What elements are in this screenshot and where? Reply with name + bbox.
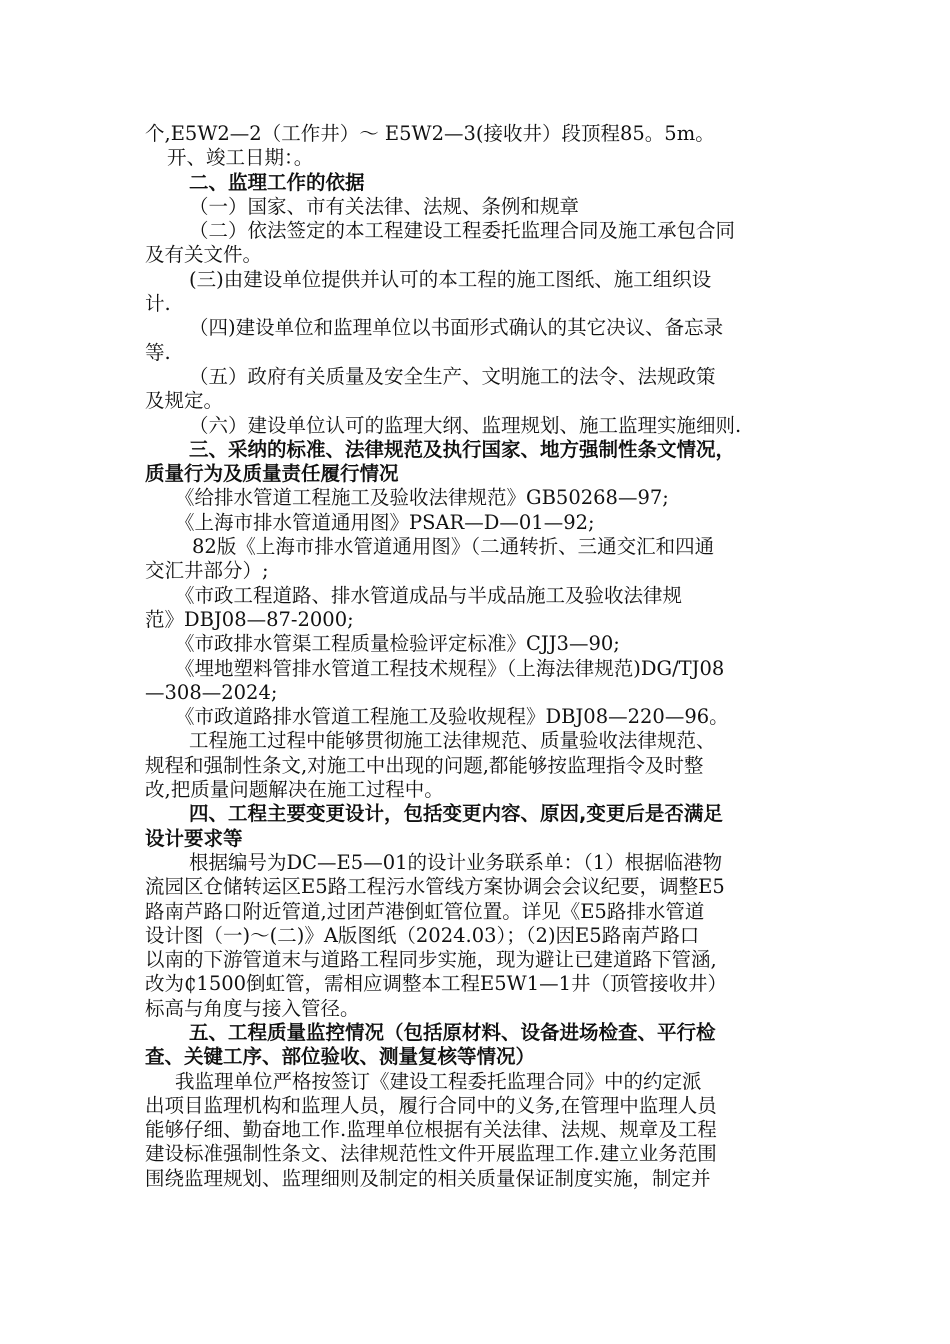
text-line: 改为₵1500倒虹管，需相应调整本工程E5W1—1井（顶管接收井） bbox=[145, 972, 728, 996]
section-heading: 二、监理工作的依据 bbox=[189, 170, 365, 194]
text-line: 《市政工程道路、排水管道成品与半成品施工及验收法律规 bbox=[175, 583, 683, 607]
text-line: 《埋地塑料管排水管道工程技术规程》（上海法律规范)DG/TJ08 bbox=[175, 656, 725, 680]
text-line: 设计图（一)～(二)》A版图纸（2024.03）；（2)因E5路南芦路口 bbox=[145, 923, 700, 947]
text-line: 改,把质量问题解决在施工过程中。 bbox=[145, 778, 444, 802]
section-heading: 设计要求等 bbox=[145, 826, 243, 850]
text-line: 《给排水管道工程施工及验收法律规范》GB50268—97; bbox=[175, 486, 669, 510]
text-line: 开、竣工日期：。 bbox=[167, 146, 314, 170]
document-page bbox=[145, 122, 817, 1191]
text-line: 82版《上海市排水管道通用图》（二通转折、三通交汇和四通 bbox=[192, 535, 715, 559]
text-line: 路南芦路口附近管道,过团芦港倒虹管位置。详见《E5路排水管道 bbox=[145, 899, 705, 923]
text-line: 围绕监理规划、监理细则及制定的相关质量保证制度实施，制定并 bbox=[145, 1166, 711, 1190]
section-heading: 三、采纳的标准、法律规范及执行国家、地方强制性条文情况， bbox=[189, 437, 736, 461]
text-line: 《市政道路排水管道工程施工及验收规程》DBJ08—220—96。 bbox=[175, 705, 729, 729]
text-line: 流园区仓储转运区E5路工程污水管线方案协调会会议纪要，调整E5 bbox=[145, 875, 725, 899]
text-line: 标高与角度与接入管径。 bbox=[145, 996, 360, 1020]
text-line: 范》DBJ08—87-2000; bbox=[145, 607, 354, 631]
text-line: 《市政排水管渠工程质量检验评定标准》CJJ3—90; bbox=[175, 632, 620, 656]
text-line: 建设标准强制性条文、法律规范性文件开展监理工作.建立业务范围 bbox=[145, 1142, 717, 1166]
section-heading: 五、工程质量监控情况（包括原材料、设备进场检查、平行检 bbox=[189, 1020, 716, 1044]
text-line: 出项目监理机构和监理人员，履行合同中的义务,在管理中监理人员 bbox=[145, 1093, 717, 1117]
text-line: 等. bbox=[145, 340, 171, 364]
text-line: 《上海市排水管道通用图》PSAR—D—01—92; bbox=[175, 510, 595, 534]
section-heading: 四、工程主要变更设计，包括变更内容、原因,变更后是否满足 bbox=[189, 802, 723, 826]
text-line: 我监理单位严格按签订《建设工程委托监理合同》中的约定派 bbox=[175, 1069, 702, 1093]
text-line: （五）政府有关质量及安全生产、文明施工的法令、法规政策 bbox=[189, 364, 716, 388]
text-line: —308—2024; bbox=[145, 680, 278, 704]
text-line: 工程施工过程中能够贯彻施工法律规范、质量验收法律规范、 bbox=[189, 729, 716, 753]
text-line: 规程和强制性条文,对施工中出现的问题,都能够按监理指令及时整 bbox=[145, 753, 704, 777]
text-line: （六）建设单位认可的监理大纲、监理规划、施工监理实施细则. bbox=[189, 413, 742, 437]
text-line: （四)建设单位和监理单位以书面形式确认的其它决议、备忘录 bbox=[189, 316, 724, 340]
text-line: 及规定。 bbox=[145, 389, 224, 413]
text-line: 根据编号为DC—E5—01的设计业务联系单：（1）根据临港物 bbox=[189, 850, 723, 874]
text-line: （一）国家、市有关法律、法规、条例和规章 bbox=[189, 194, 580, 218]
section-heading: 查、关键工序、部位验收、测量复核等情况） bbox=[145, 1045, 536, 1069]
section-heading: 质量行为及质量责任履行情况 bbox=[145, 462, 399, 486]
text-line: 计. bbox=[145, 292, 171, 316]
text-line: 交汇井部分）; bbox=[145, 559, 269, 583]
text-line: （二）依法签定的本工程建设工程委托监理合同及施工承包合同 bbox=[189, 219, 736, 243]
text-line: 能够仔细、勤奋地工作.监理单位根据有关法律、法规、规章及工程 bbox=[145, 1118, 717, 1142]
text-line: (三)由建设单位提供并认可的本工程的施工图纸、施工组织设 bbox=[189, 267, 712, 291]
text-line: 及有关文件。 bbox=[145, 243, 263, 267]
text-line: 以南的下游管道末与道路工程同步实施，现为避让已建道路下管涵, bbox=[145, 948, 717, 972]
text-line: 个,E5W2—2（工作井）～ E5W2—3(接收井）段顶程85。5m。 bbox=[145, 122, 715, 145]
